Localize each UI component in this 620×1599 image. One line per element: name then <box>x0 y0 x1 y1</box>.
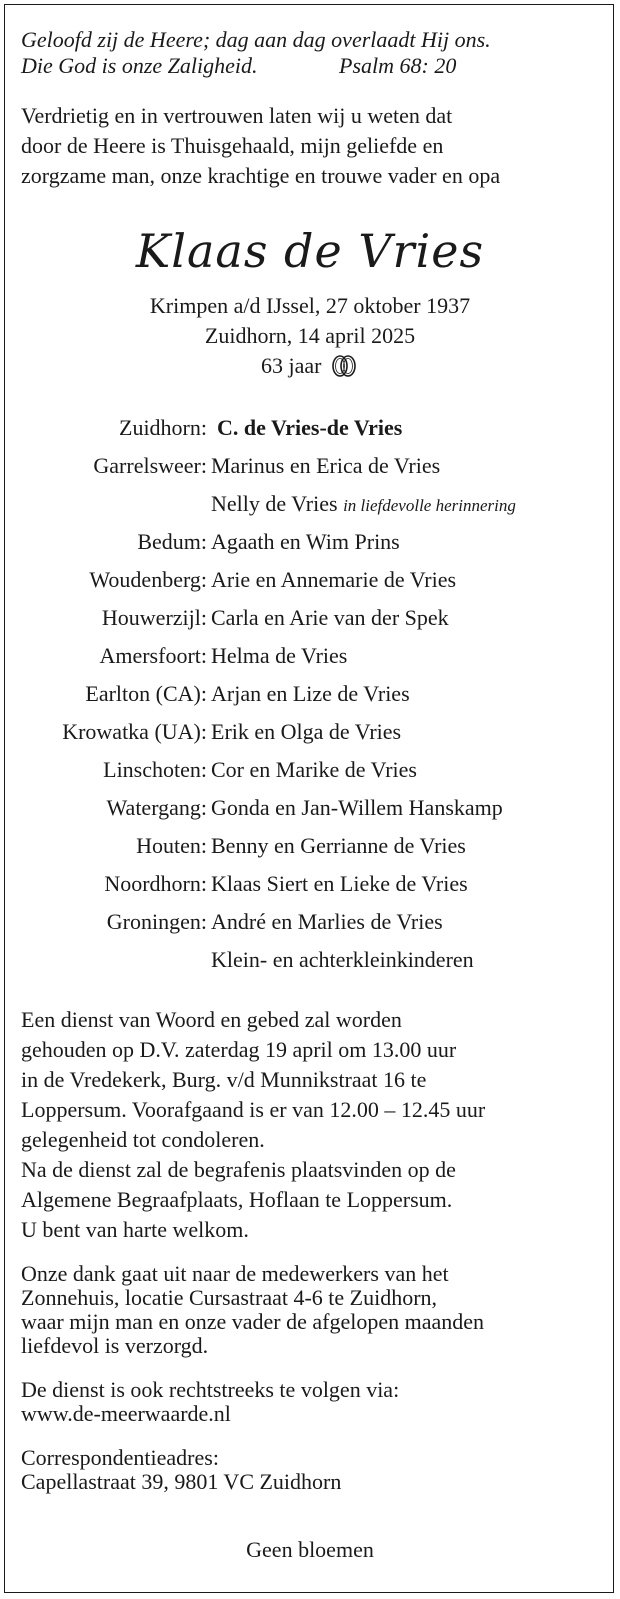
service-line: Loppersum. Voorafgaand is er van 12.00 – 12.45 uur <box>21 1097 486 1122</box>
relative-place: Houten: <box>136 833 207 858</box>
obituary-notice <box>4 4 614 1593</box>
deceased-name: Klaas de Vries <box>135 224 485 278</box>
married-line <box>5 353 615 385</box>
wedding-rings-icon <box>329 353 359 385</box>
relative-place: Amersfoort: <box>99 643 207 668</box>
verse-line-2: Die God is onze Zaligheid. <box>21 53 258 78</box>
relative-names: Marinus en Erica de Vries <box>211 453 441 478</box>
service-line: U bent van harte welkom. <box>21 1217 249 1242</box>
thanks-line: Onze dank gaat uit naar de medewerkers van het <box>21 1261 449 1286</box>
relative-place: Garrelsweer: <box>93 453 207 478</box>
relative-place: Watergang: <box>106 795 207 820</box>
relative-place: Krowatka (UA): <box>62 719 207 744</box>
thanks-line: waar mijn man en onze vader de afgelopen maanden <box>21 1309 485 1334</box>
thanks-line: liefdevol is verzorgd. <box>21 1333 209 1358</box>
service-line: gelegenheid tot condoleren. <box>21 1127 265 1152</box>
memory-note: in liefdevolle herinnering <box>343 496 516 515</box>
relative-place: Houwerzijl: <box>101 605 207 630</box>
relative-names: Cor en Marike de Vries <box>211 757 417 782</box>
relative-place: Groningen: <box>106 909 207 934</box>
correspondence-address: Capellastraat 39, 9801 VC Zuidhorn <box>21 1469 342 1494</box>
verse-reference: Psalm 68: 20 <box>339 53 457 78</box>
intro-line: zorgzame man, onze krachtige en trouwe vader en opa <box>21 163 501 188</box>
birth-line: Krimpen a/d IJssel, 27 oktober 1937 <box>149 293 471 318</box>
death-line: Zuidhorn, 14 april 2025 <box>204 323 416 348</box>
relative-names: Erik en Olga de Vries <box>211 719 402 744</box>
service-line: Na de dienst zal de begrafenis plaatsvinden op de <box>21 1157 456 1182</box>
service-line: Algemene Begraafplaats, Hoflaan te Loppersum. <box>21 1187 453 1212</box>
thanks-line: Zonnehuis, locatie Cursastraat 4-6 te Zuidhorn, <box>21 1285 438 1310</box>
married-years: 63 jaar <box>261 353 322 378</box>
correspondence-label: Correspondentieadres: <box>21 1445 219 1470</box>
service-line: gehouden op D.V. zaterdag 19 april om 13.00 uur <box>21 1037 457 1062</box>
stream-line: De dienst is ook rechtstreeks te volgen via: <box>21 1377 400 1402</box>
relative-names: C. de Vries-de Vries <box>217 415 403 440</box>
relative-place: Noordhorn: <box>104 871 207 896</box>
relative-names: André en Marlies de Vries <box>211 909 443 934</box>
no-flowers-note: Geen bloemen <box>246 1537 374 1562</box>
relative-place: Woudenberg: <box>89 567 207 592</box>
relative-names: Agaath en Wim Prins <box>211 529 400 554</box>
stream-url: www.de-meerwaarde.nl <box>21 1401 231 1426</box>
relative-names: Helma de Vries <box>211 643 348 668</box>
relative-names: Klaas Siert en Lieke de Vries <box>211 871 468 896</box>
relative-names: Arjan en Lize de Vries <box>211 681 410 706</box>
verse-line-1: Geloofd zij de Heere; dag aan dag overlaadt Hij ons. <box>21 27 491 52</box>
relative-names: Klein- en achterkleinkinderen <box>211 947 474 972</box>
intro-line: door de Heere is Thuisgehaald, mijn geliefde en <box>21 133 444 158</box>
intro-line: Verdrietig en in vertrouwen laten wij u weten dat <box>21 103 453 128</box>
relative-names <box>211 491 516 519</box>
relative-place: Linschoten: <box>103 757 207 782</box>
relative-place: Earlton (CA): <box>85 681 207 706</box>
relative-names: Carla en Arie van der Spek <box>211 605 449 630</box>
relative-names: Benny en Gerrianne de Vries <box>211 833 466 858</box>
relative-place: Bedum: <box>137 529 207 554</box>
relative-names: Arie en Annemarie de Vries <box>211 567 457 592</box>
relative-names: Gonda en Jan-Willem Hanskamp <box>211 795 503 820</box>
relative-names-text: Nelly de Vries <box>211 491 338 516</box>
service-line: Een dienst van Woord en gebed zal worden <box>21 1007 402 1032</box>
service-line: in de Vredekerk, Burg. v/d Munnikstraat 16 te <box>21 1067 427 1092</box>
relative-place: Zuidhorn: <box>119 415 207 440</box>
